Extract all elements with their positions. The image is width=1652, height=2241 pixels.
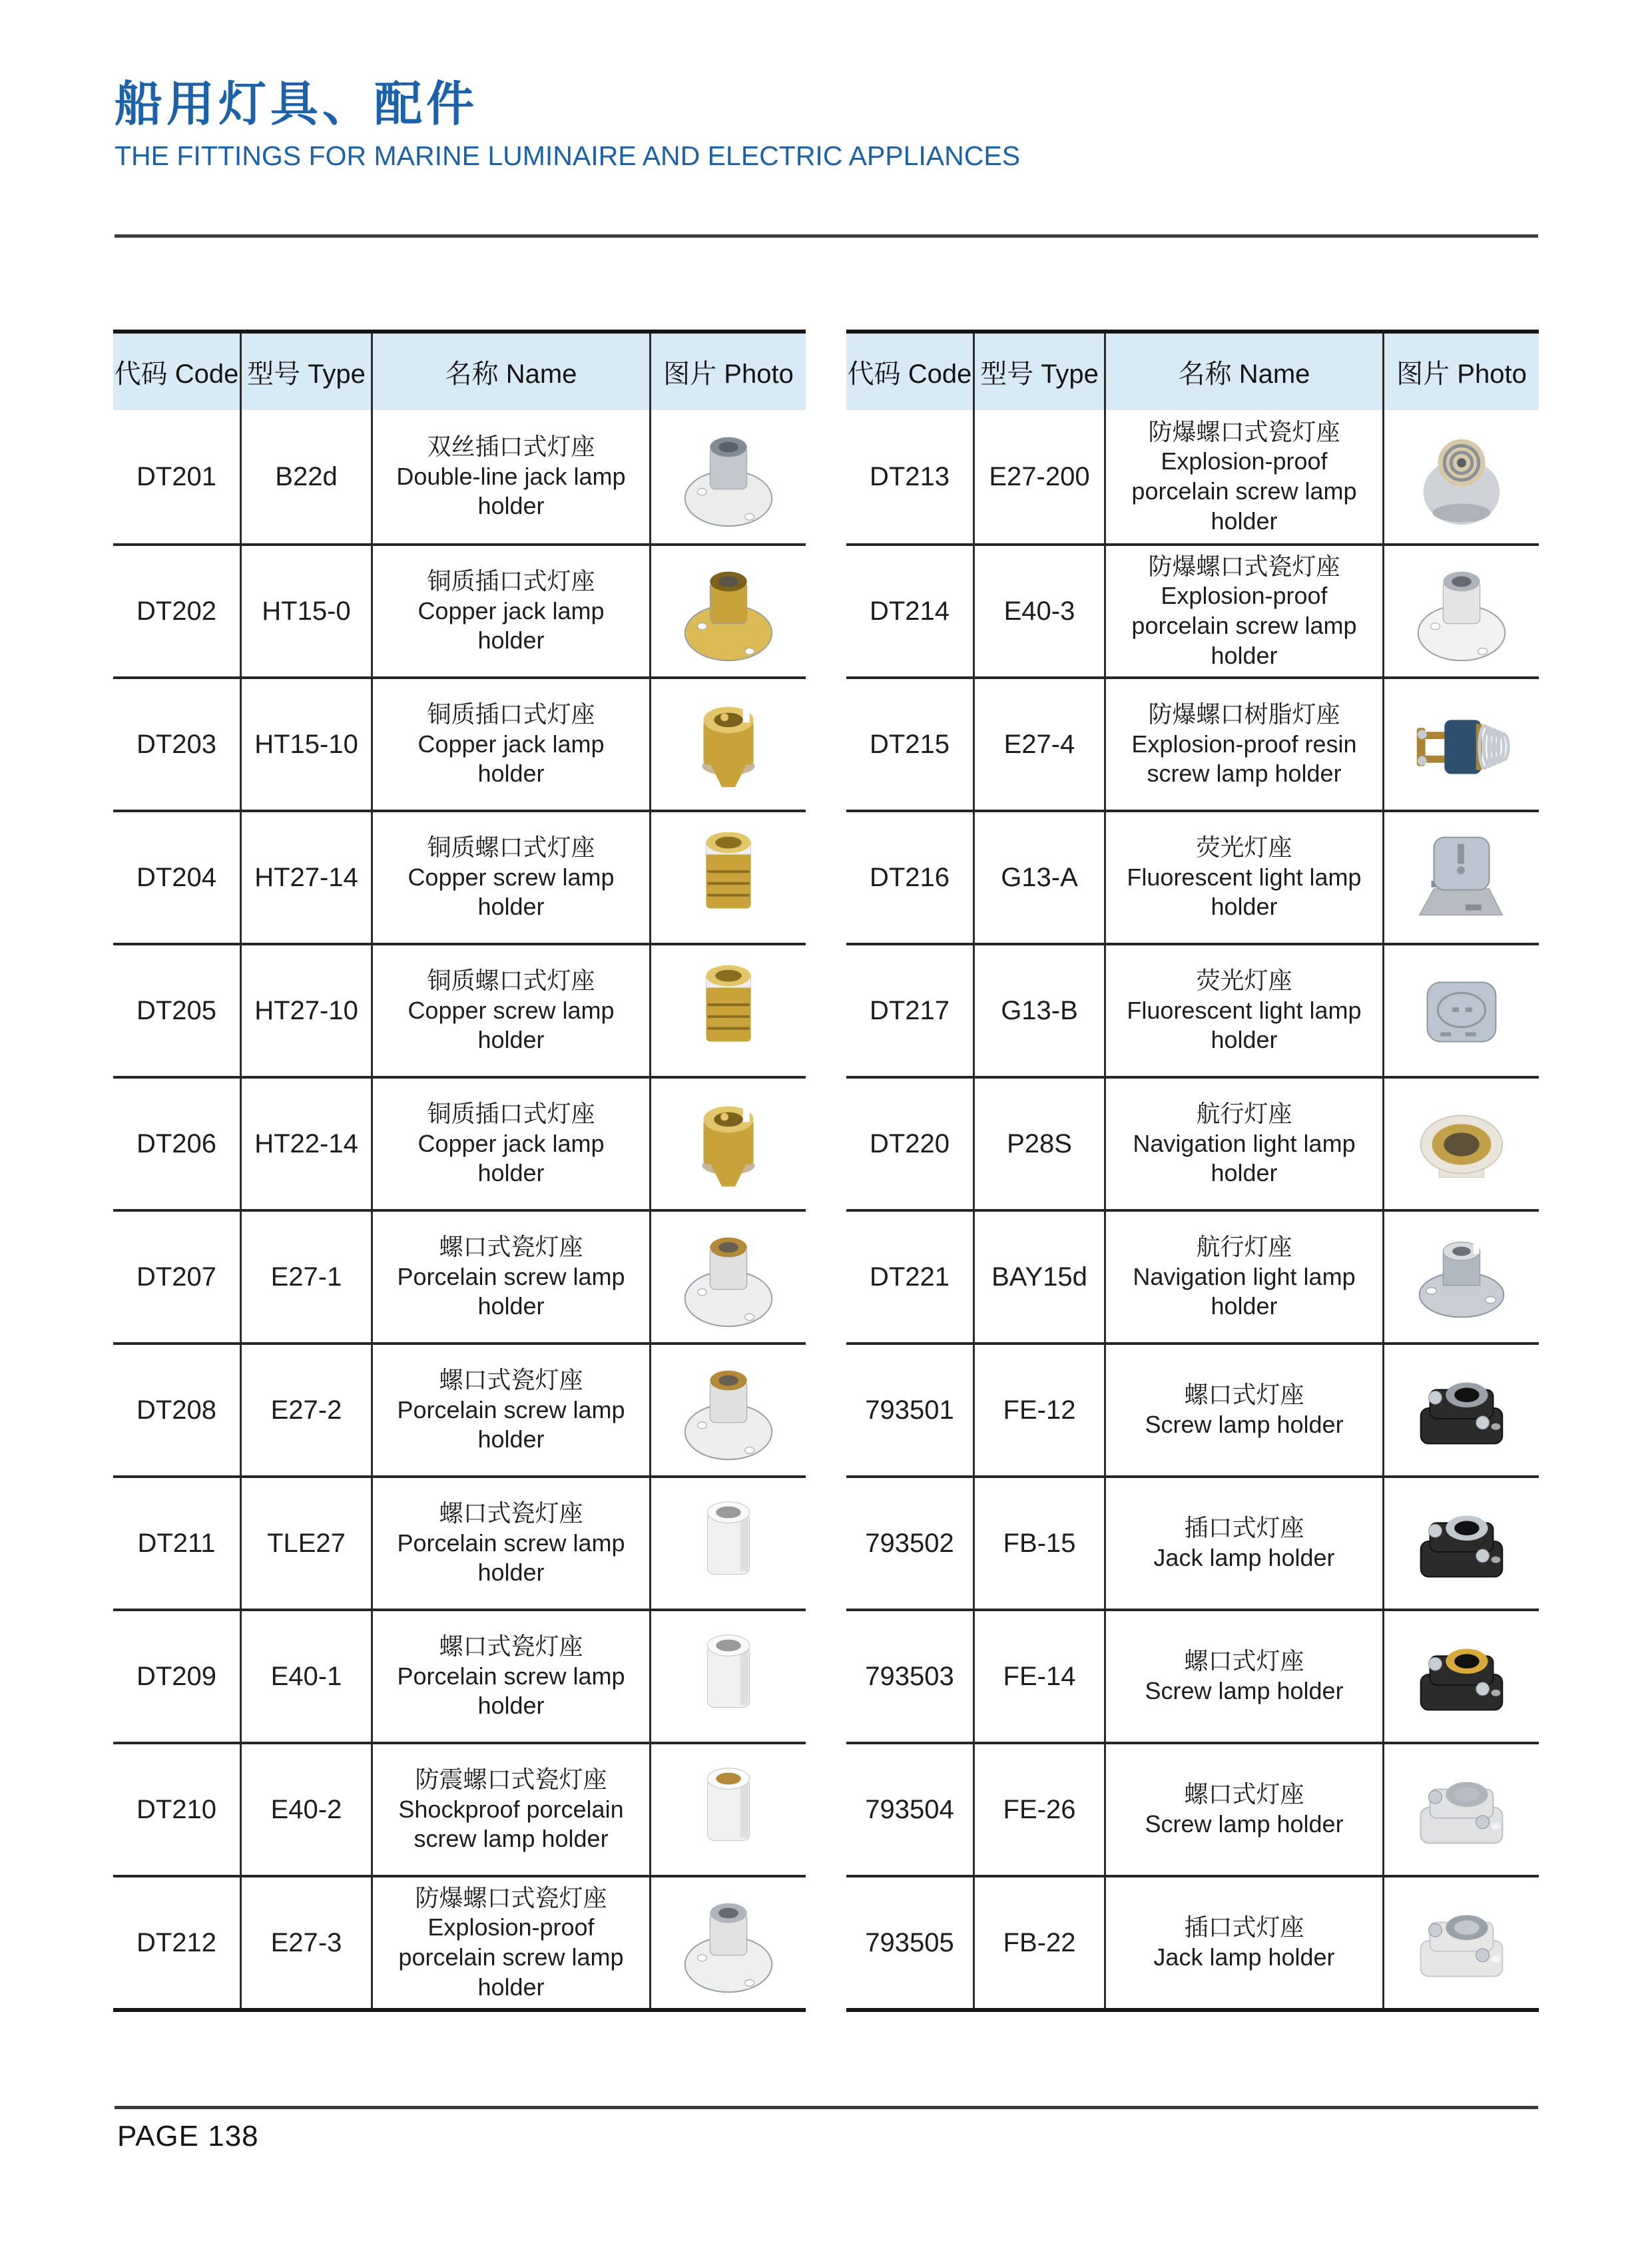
product-code: DT205: [136, 995, 217, 1025]
code-cell: [113, 1475, 240, 1609]
column-header-type: 型号 Type: [240, 334, 371, 410]
photo-cell: [649, 410, 806, 543]
product-code: DT201: [136, 461, 217, 491]
column-header-name: 名称 Name: [371, 334, 649, 410]
column-header-code: 代码 Code: [113, 334, 240, 410]
product-photo: [665, 1879, 792, 2006]
type-cell: [240, 1609, 371, 1742]
product-photo: [665, 1480, 792, 1607]
code-cell: [846, 1076, 973, 1209]
product-photo: [1398, 1746, 1525, 1873]
product-type: HT27-10: [254, 995, 358, 1025]
photo-cell: [1382, 410, 1539, 543]
product-type: FE-14: [1003, 1661, 1076, 1691]
name-cell: [371, 943, 649, 1076]
product-type: FB-15: [1003, 1528, 1076, 1558]
product-name: [373, 966, 649, 1055]
code-cell: [846, 1209, 973, 1342]
photo-cell: [649, 943, 806, 1076]
code-cell: [113, 676, 240, 810]
name-cell: [1104, 1609, 1382, 1742]
name-cell: [371, 1475, 649, 1609]
product-name-en: Copper jack lamp holder: [417, 597, 605, 654]
product-photo: [665, 1214, 792, 1340]
name-cell: [1104, 1875, 1382, 2008]
product-name-zh: 螺口式瓷灯座: [439, 1499, 583, 1527]
product-type: E40-1: [270, 1661, 342, 1691]
name-cell: [371, 1076, 649, 1209]
product-type: TLE27: [267, 1528, 346, 1558]
code-cell: [846, 1609, 973, 1742]
product-name-zh: 防爆螺口树脂灯座: [1148, 700, 1340, 728]
product-code: DT221: [869, 1262, 950, 1292]
product-photo: [665, 548, 792, 674]
product-name-zh: 插口式灯座: [1184, 1514, 1304, 1542]
product-code: DT204: [136, 862, 217, 892]
code-cell: [846, 543, 973, 676]
product-type: HT27-14: [254, 862, 358, 892]
type-cell: [240, 543, 371, 676]
product-name: [373, 1099, 649, 1188]
product-code: DT206: [136, 1128, 217, 1158]
product-name-en: Screw lamp holder: [1145, 1677, 1344, 1704]
product-photo: [1398, 1480, 1525, 1607]
product-photo: [665, 1081, 792, 1207]
photo-cell: [1382, 1209, 1539, 1342]
type-cell: [240, 943, 371, 1076]
product-name-en: Copper screw lamp holder: [408, 863, 615, 921]
type-cell: [973, 943, 1104, 1076]
photo-cell: [649, 1609, 806, 1742]
product-code: DT216: [869, 862, 950, 892]
product-code: DT210: [136, 1794, 217, 1824]
code-cell: [846, 1475, 973, 1609]
photo-cell: [649, 1076, 806, 1209]
product-name-en: Jack lamp holder: [1153, 1943, 1335, 1971]
product-photo: [1398, 947, 1525, 1074]
product-name-zh: 航行灯座: [1196, 1100, 1292, 1128]
product-photo: [1398, 1613, 1525, 1740]
catalog-table-left: [113, 330, 806, 2012]
product-code: 793502: [865, 1528, 954, 1558]
product-name-zh: 螺口式瓷灯座: [439, 1366, 583, 1394]
type-cell: [240, 676, 371, 810]
product-name-en: Explosion-proof porcelain screw lamp holder: [398, 1913, 624, 2001]
product-name-en: Explosion-proof porcelain screw lamp holder: [1131, 447, 1357, 535]
code-cell: [846, 1342, 973, 1475]
product-type: HT15-0: [262, 596, 351, 626]
name-cell: [1104, 676, 1382, 810]
code-cell: [846, 810, 973, 943]
product-name: [1127, 1780, 1360, 1839]
name-cell: [1104, 1475, 1382, 1609]
product-name-zh: 螺口式瓷灯座: [439, 1632, 583, 1660]
photo-cell: [649, 1475, 806, 1609]
code-cell: [846, 410, 973, 543]
type-cell: [240, 410, 371, 543]
product-name-zh: 荧光灯座: [1196, 967, 1292, 995]
code-cell: [113, 1742, 240, 1875]
product-name: [1127, 1646, 1360, 1706]
photo-cell: [1382, 1609, 1539, 1742]
product-name-zh: 铜质插口式灯座: [427, 1100, 595, 1128]
product-photo: [1398, 1347, 1525, 1473]
type-cell: [973, 1342, 1104, 1475]
photo-cell: [649, 1875, 806, 2008]
product-type: G13-A: [1001, 862, 1078, 892]
code-cell: [846, 676, 973, 810]
name-cell: [371, 1609, 649, 1742]
product-code: 793503: [865, 1661, 954, 1691]
name-cell: [371, 1342, 649, 1475]
product-name-zh: 螺口式灯座: [1184, 1780, 1304, 1808]
product-name: [373, 1232, 649, 1322]
name-cell: [1104, 1076, 1382, 1209]
photo-cell: [1382, 1875, 1539, 2008]
catalog-tables: [113, 330, 1539, 2012]
product-name-en: Porcelain screw lamp holder: [397, 1662, 625, 1720]
product-name-en: Screw lamp holder: [1145, 1411, 1344, 1438]
photo-cell: [1382, 1475, 1539, 1609]
footer-divider: [115, 2106, 1538, 2109]
product-name-zh: 防爆螺口式瓷灯座: [415, 1883, 607, 1911]
column-header-name: 名称 Name: [1104, 334, 1382, 410]
type-cell: [973, 1609, 1104, 1742]
product-type: E40-2: [270, 1794, 342, 1824]
photo-cell: [1382, 1742, 1539, 1875]
name-cell: [371, 410, 649, 543]
product-name: [1106, 1099, 1382, 1188]
column-header-photo: 图片 Photo: [649, 334, 806, 410]
product-code: DT202: [136, 596, 217, 626]
product-type: FE-26: [1003, 1794, 1076, 1824]
photo-cell: [1382, 943, 1539, 1076]
product-code: DT211: [137, 1528, 216, 1558]
product-type: G13-B: [1001, 995, 1078, 1025]
photo-cell: [1382, 676, 1539, 810]
product-name-zh: 铜质螺口式灯座: [427, 834, 595, 862]
product-name-zh: 防爆螺口式瓷灯座: [1148, 417, 1340, 445]
product-type: E27-200: [989, 461, 1090, 491]
product-photo: [1398, 1879, 1525, 2006]
product-code: DT203: [136, 729, 217, 759]
code-cell: [113, 810, 240, 943]
code-cell: [846, 1742, 973, 1875]
photo-cell: [1382, 1076, 1539, 1209]
product-name-zh: 防爆螺口式瓷灯座: [1148, 552, 1340, 580]
code-cell: [846, 1875, 973, 2008]
product-photo: [665, 814, 792, 941]
product-name: [373, 432, 649, 521]
product-name-zh: 铜质插口式灯座: [427, 700, 595, 728]
code-cell: [113, 1875, 240, 2008]
product-photo: [1398, 814, 1525, 941]
code-cell: [113, 1076, 240, 1209]
type-cell: [240, 1076, 371, 1209]
product-name-zh: 螺口式灯座: [1184, 1381, 1304, 1409]
product-code: DT207: [136, 1262, 217, 1292]
product-name-en: Porcelain screw lamp holder: [397, 1262, 625, 1320]
column-header-type: 型号 Type: [973, 334, 1104, 410]
product-name-en: Jack lamp holder: [1153, 1544, 1335, 1571]
code-cell: [113, 1342, 240, 1475]
product-photo: [665, 1347, 792, 1473]
product-photo: [665, 413, 792, 540]
product-type: E27-3: [270, 1927, 342, 1957]
product-name-zh: 荧光灯座: [1196, 834, 1292, 862]
column-header-code: 代码 Code: [846, 334, 973, 410]
product-name-en: Copper jack lamp holder: [417, 730, 605, 788]
product-name-zh: 插口式灯座: [1184, 1913, 1304, 1941]
code-cell: [113, 410, 240, 543]
product-code: DT214: [869, 596, 950, 626]
photo-cell: [649, 1742, 806, 1875]
page-title-chinese: 船用灯具、配件: [115, 78, 479, 131]
product-type: B22d: [275, 461, 338, 491]
photo-cell: [649, 810, 806, 943]
product-photo: [665, 947, 792, 1074]
product-name-en: Copper jack lamp holder: [417, 1129, 605, 1187]
catalog-table-right: [846, 330, 1539, 2012]
product-type: HT22-14: [254, 1128, 358, 1158]
product-code: DT215: [869, 729, 950, 759]
product-name: [1136, 1513, 1352, 1573]
product-photo: [1398, 548, 1525, 674]
product-name: [373, 833, 649, 922]
product-type: E40-3: [1003, 596, 1075, 626]
product-code: 793501: [865, 1395, 954, 1425]
name-cell: [1104, 943, 1382, 1076]
product-name-en: Fluorescent light lamp holder: [1127, 863, 1362, 921]
photo-cell: [1382, 1342, 1539, 1475]
name-cell: [1104, 543, 1382, 676]
name-cell: [1104, 810, 1382, 943]
product-name-en: Porcelain screw lamp holder: [397, 1529, 625, 1587]
name-cell: [1104, 1342, 1382, 1475]
product-name-en: Porcelain screw lamp holder: [397, 1395, 625, 1453]
name-cell: [371, 1875, 649, 2008]
type-cell: [973, 1875, 1104, 2008]
product-code: DT212: [136, 1927, 217, 1957]
product-name: [1106, 552, 1382, 671]
product-type: BAY15d: [991, 1262, 1087, 1292]
page-header: [115, 79, 1020, 172]
code-cell: [846, 943, 973, 1076]
type-cell: [240, 1742, 371, 1875]
product-photo: [665, 1746, 792, 1873]
product-photo: [1398, 1081, 1525, 1207]
product-name-zh: 螺口式瓷灯座: [439, 1233, 583, 1261]
product-name-en: Shockproof porcelain screw lamp holder: [398, 1795, 624, 1853]
code-cell: [113, 1209, 240, 1342]
product-name-zh: 铜质螺口式灯座: [427, 967, 595, 995]
type-cell: [973, 1475, 1104, 1609]
product-code: DT208: [136, 1395, 217, 1425]
product-photo: [665, 681, 792, 808]
product-name: [1136, 1913, 1352, 1972]
product-type: E27-2: [270, 1395, 342, 1425]
name-cell: [1104, 410, 1382, 543]
name-cell: [371, 1209, 649, 1342]
type-cell: [973, 1076, 1104, 1209]
type-cell: [240, 1209, 371, 1342]
product-name-en: Explosion-proof porcelain screw lamp holder: [1131, 582, 1357, 669]
product-code: 793504: [865, 1794, 954, 1824]
product-name: [1106, 1232, 1382, 1322]
product-photo: [1398, 413, 1525, 540]
product-name-zh: 航行灯座: [1196, 1233, 1292, 1261]
type-cell: [973, 1209, 1104, 1342]
product-name-en: Explosion-proof resin screw lamp holder: [1131, 730, 1357, 788]
product-photo: [1398, 681, 1525, 808]
product-type: HT15-10: [254, 729, 358, 759]
name-cell: [371, 1742, 649, 1875]
product-name-zh: 防震螺口式瓷灯座: [415, 1766, 607, 1794]
photo-cell: [649, 543, 806, 676]
product-type: FE-12: [1003, 1395, 1076, 1425]
product-name: [1106, 966, 1382, 1055]
product-name: [373, 1765, 649, 1854]
header-divider: [115, 234, 1538, 238]
product-name: [373, 1632, 649, 1721]
photo-cell: [1382, 543, 1539, 676]
product-name-en: Screw lamp holder: [1145, 1810, 1344, 1838]
product-name: [373, 700, 649, 789]
column-header-photo: 图片 Photo: [1382, 334, 1539, 410]
product-code: DT213: [869, 461, 950, 491]
product-type: FB-22: [1003, 1927, 1076, 1957]
product-name: [1106, 417, 1382, 537]
product-name-en: Navigation light lamp holder: [1133, 1129, 1356, 1187]
product-name: [1106, 833, 1382, 922]
name-cell: [371, 543, 649, 676]
type-cell: [240, 1875, 371, 2008]
product-name: [373, 1499, 649, 1588]
product-name: [1106, 700, 1382, 789]
type-cell: [973, 410, 1104, 543]
product-name-zh: 双丝插口式灯座: [427, 433, 595, 461]
product-photo: [1398, 1214, 1525, 1340]
name-cell: [1104, 1209, 1382, 1342]
product-type: E27-4: [1003, 729, 1075, 759]
product-code: DT209: [136, 1661, 217, 1691]
code-cell: [113, 1609, 240, 1742]
type-cell: [240, 1475, 371, 1609]
photo-cell: [649, 676, 806, 810]
name-cell: [1104, 1742, 1382, 1875]
type-cell: [973, 543, 1104, 676]
name-cell: [371, 810, 649, 943]
product-type: P28S: [1007, 1128, 1072, 1158]
product-name: [373, 567, 649, 656]
product-name: [373, 1883, 649, 2003]
product-code: DT217: [869, 995, 950, 1025]
photo-cell: [649, 1209, 806, 1342]
type-cell: [973, 676, 1104, 810]
product-photo: [665, 1613, 792, 1740]
product-name-en: Copper screw lamp holder: [408, 996, 615, 1054]
product-code: DT220: [869, 1128, 950, 1158]
name-cell: [371, 676, 649, 810]
product-name: [1127, 1380, 1360, 1439]
product-name-zh: 铜质插口式灯座: [427, 567, 595, 595]
product-type: E27-1: [270, 1262, 342, 1292]
page-title-english: THE FITTINGS FOR MARINE LUMINAIRE AND ELECTRIC APPLIANCES: [115, 140, 1021, 172]
photo-cell: [649, 1342, 806, 1475]
product-code: 793505: [865, 1927, 954, 1957]
product-name-en: Fluorescent light lamp holder: [1127, 996, 1362, 1054]
code-cell: [113, 543, 240, 676]
code-cell: [113, 943, 240, 1076]
product-name: [373, 1366, 649, 1455]
photo-cell: [1382, 810, 1539, 943]
page-number: PAGE 138: [117, 2120, 259, 2152]
product-name-en: Double-line jack lamp holder: [396, 462, 626, 520]
type-cell: [240, 1342, 371, 1475]
type-cell: [973, 1742, 1104, 1875]
product-name-zh: 螺口式灯座: [1184, 1647, 1304, 1675]
type-cell: [973, 810, 1104, 943]
type-cell: [240, 810, 371, 943]
product-name-en: Navigation light lamp holder: [1133, 1262, 1356, 1320]
